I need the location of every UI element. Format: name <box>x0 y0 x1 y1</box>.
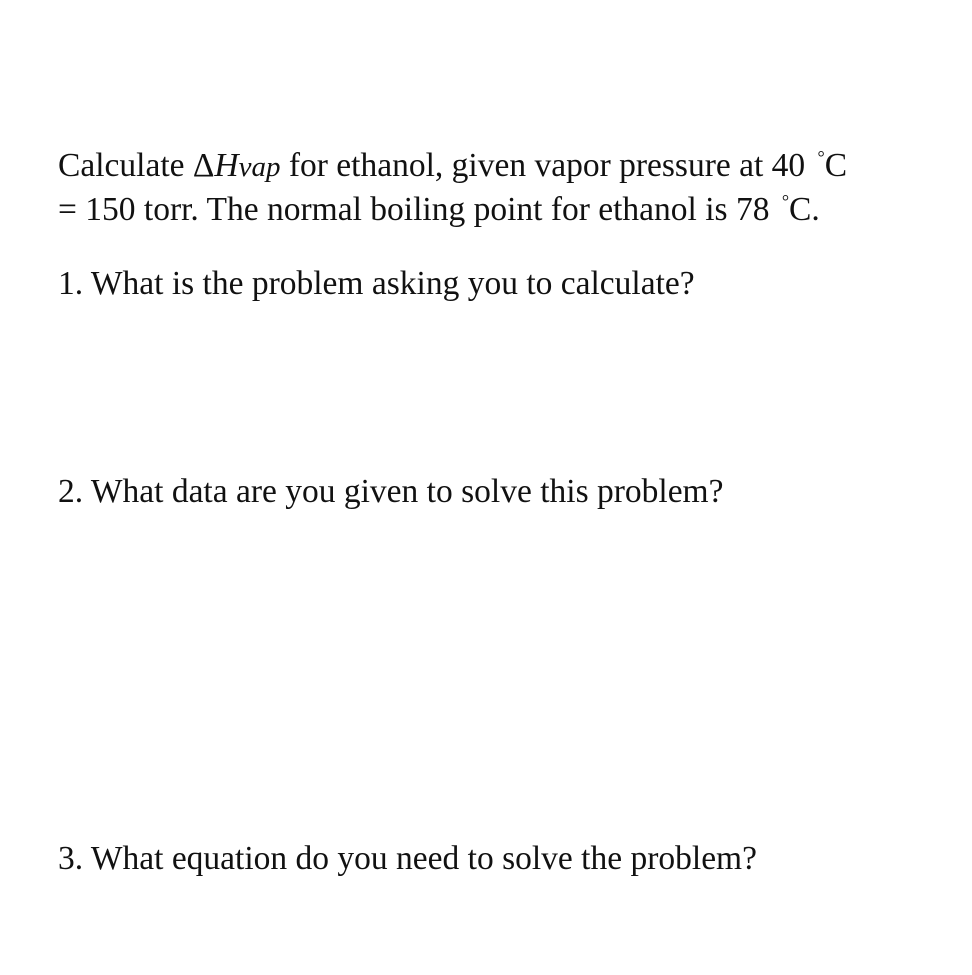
problem-line1-text: for ethanol, given vapor pressure at 40 <box>280 147 814 184</box>
problem-line2-text: = 150 torr. The normal boiling point for ethanol is 78 <box>58 191 778 228</box>
celsius-unit-end: C. <box>789 191 820 228</box>
degree-mark-2: ° <box>781 191 790 211</box>
problem-statement-line-2 <box>58 180 820 231</box>
enthalpy-symbol: H <box>214 147 239 184</box>
question-2: 2. What data are you given to solve this problem? <box>58 473 724 510</box>
vap-subscript: vap <box>238 151 281 183</box>
problem-prefix: Calculate <box>58 147 193 184</box>
degree-mark: ° <box>817 147 825 167</box>
celsius-unit: C <box>824 147 848 184</box>
delta-symbol: Δ <box>192 147 215 184</box>
question-3: 3. What equation do you need to solve the problem? <box>58 840 757 877</box>
question-1: 1. What is the problem asking you to calculate? <box>58 265 695 302</box>
